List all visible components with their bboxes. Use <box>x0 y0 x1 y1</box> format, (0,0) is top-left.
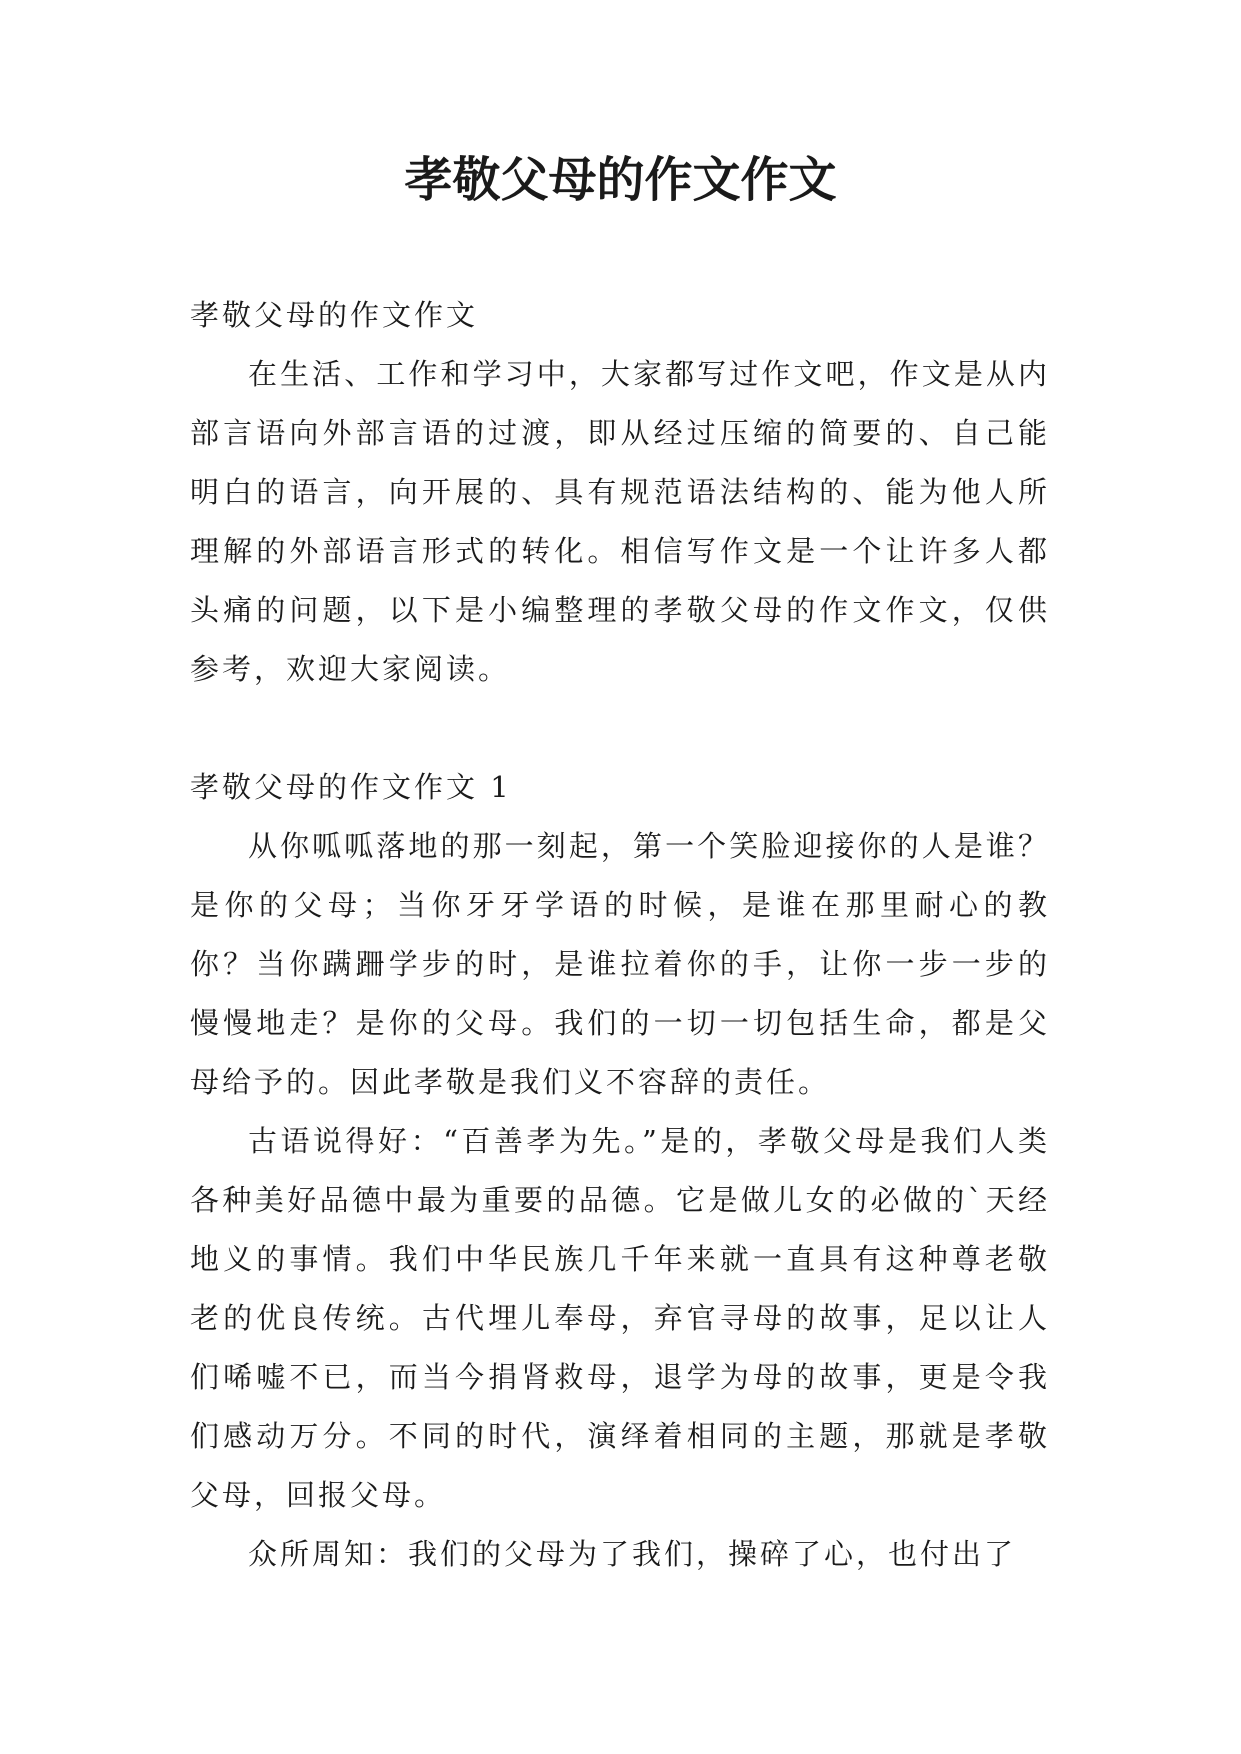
intro-heading: 孝敬父母的作文作文 <box>190 298 479 332</box>
body-paragraph: 从你呱呱落地的那一刻起，第一个笑脸迎接你的人是谁？是你的父母；当你牙牙学语的时候，是谁在那里耐心的教你？当你蹒跚学步的时，是谁拉着你的手，让你一步一步的慢慢地走？是你的父母。我们的一切一切包括生命，都是父母给予的。因此孝敬是我们义不容辞的责任。 <box>190 829 1050 1099</box>
section-heading: 孝敬父母的作文作文 1 <box>190 770 512 804</box>
section-spacer <box>190 699 1050 758</box>
document-title: 孝敬父母的作文作文 <box>404 152 837 208</box>
document-body <box>190 286 1050 1584</box>
intro-paragraph: 在生活、工作和学习中，大家都写过作文吧，作文是从内部言语向外部言语的过渡，即从经过压缩的简要的、自己能明白的语言，向开展的、具有规范语法结构的、能为他人所理解的外部语言形式的转化。相信写作文是一个让许多人都头痛的问题，以下是小编整理的孝敬父母的作文作文，仅供参考，欢迎大家阅读。 <box>190 357 1050 686</box>
body-paragraph: 古语说得好：“百善孝为先。”是的，孝敬父母是我们人类各种美好品德中最为重要的品德。它是做儿女的必做的`天经地义的事情。我们中华民族几千年来就一直具有这种尊老敬老的优良传统。古代埋儿奉母，弃官寻母的故事，足以让人们唏嘘不已，而当今捐肾救母，退学为母的故事，更是令我们感动万分。不同的时代，演绎着相同的主题，那就是孝敬父母，回报父母。 <box>190 1124 1050 1512</box>
body-paragraph: 众所周知：我们的父母为了我们，操碎了心，也付出了 <box>248 1537 1017 1571</box>
